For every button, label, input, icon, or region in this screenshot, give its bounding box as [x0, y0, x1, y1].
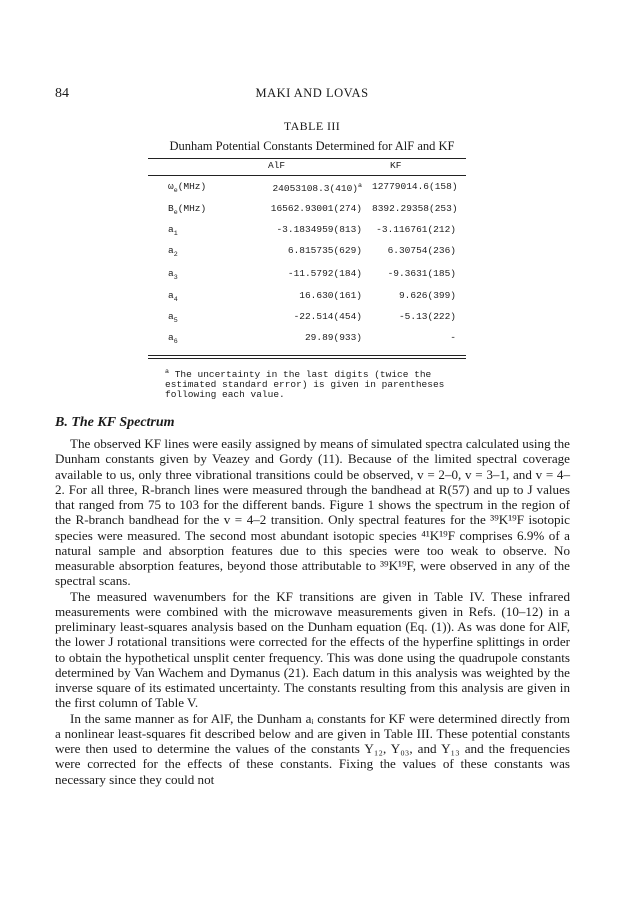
alf-value-cell: $24053108.3(410)^a$: [272, 181, 362, 195]
kf-value-cell: -: [450, 332, 456, 343]
kf-value-cell: 8392.29358(253): [372, 203, 458, 214]
param-cell: $\omega_e(MHz)$: [168, 181, 207, 194]
table-bottom-rule: [148, 355, 466, 356]
kf-value-cell: -9.3631(185): [387, 268, 456, 279]
footnote-text: The uncertainty in the last digits (twice the estimated standard error) is given in parentheses following each value.: [165, 369, 445, 401]
table-bottom-rule-2: [148, 358, 466, 359]
kf-value-cell: 12779014.6(158): [372, 181, 458, 192]
page-number: 84: [55, 86, 69, 101]
running-head: MAKI AND LOVAS: [255, 86, 369, 100]
table-footnote: [165, 366, 465, 400]
paragraph-2: The measured wavenumbers for the KF transitions are given in Table IV. These infrared measurements were combined with the microwave measurements given in Refs. (10–12) in a preliminary least-squares analysis based on the Dunham equation (Eq. (1)). As was done for AlF, the lower J rotational transitions were corrected for the effects of the hyperfine splittings in order to obtain the hypothetical unsplit center frequency. This was done using the quadrupole constants determined by Van Wachem and Dymanus (21). Each datum in this analysis was weighted by the inverse square of its estimated uncertainty. The constants resulting from this analysis are given in the first column of Table V.: [55, 588, 570, 711]
section-heading: B. The KF Spectrum: [55, 415, 175, 430]
param-cell: $a_1$: [168, 224, 178, 237]
alf-value-cell: -11.5792(184): [287, 268, 362, 279]
column-header-kf: KF: [390, 160, 402, 171]
param-cell: $a_2$: [168, 245, 178, 258]
page-header: [0, 86, 624, 106]
table-caption: Dunham Potential Constants Determined for AlF and KF: [169, 139, 455, 153]
kf-value-cell: 9.626(399): [398, 290, 456, 301]
footnote-mark: a: [165, 367, 169, 375]
alf-value-cell: -3.1834959(813): [276, 224, 362, 235]
param-cell: $a_6$: [168, 332, 178, 345]
param-cell: $a_4$: [168, 290, 178, 303]
kf-value-cell: 6.30754(236): [387, 245, 456, 256]
param-cell: $a_3$: [168, 268, 178, 281]
param-cell: $B_e(MHz)$: [168, 203, 207, 216]
kf-value-cell: -3.116761(212): [376, 224, 456, 235]
alf-value-cell: 16562.93001(274): [270, 203, 362, 214]
kf-value-cell: -5.13(222): [398, 311, 456, 322]
alf-value-cell: 29.89(933): [304, 332, 362, 343]
alf-value-cell: 16.630(161): [299, 290, 362, 301]
table-top-rule: [148, 158, 466, 159]
table-header-rule: [148, 175, 466, 176]
alf-value-cell: -22.514(454): [293, 311, 362, 322]
body-text: [55, 436, 570, 787]
column-header-alf: AlF: [268, 160, 286, 171]
table-label: TABLE III: [283, 119, 341, 133]
alf-value-cell: 6.815735(629): [287, 245, 362, 256]
param-cell: $a_5$: [168, 311, 178, 324]
paragraph-3: In the same manner as for AlF, the Dunham aᵢ constants for KF were determined directly from a nonlinear least-squares fit described below and are given in Table III. These potential constants were then used to determine the values of the constants Y₁₂, Y₀₃, and Y₁₃ and the frequencies were corrected for the effects of these constants. Fixing the values of these constants was necessary since they could not: [55, 710, 570, 787]
paragraph-1: The observed KF lines were easily assigned by means of simulated spectra calculated using the Dunham constants given by Veazey and Gordy (11). Because of the limited spectral coverage available to us, only three vibrational transitions could be observed, v = 2–0, v = 3–1, and v = 4–2. For all three, R-branch lines were measured through the bandhead at R(57) and up to J values that ranged from 75 to 103 for the different bands. Figure 1 shows the spectrum in the region of the R-branch bandhead for the v = 4–2 transition. Only spectral features for the ³⁹K¹⁹F isotopic species were measured. The second most abundant isotopic species ⁴¹K¹⁹F comprises 6.9% of a natural sample and absorption features due to this species were too weak to observe. No measurable absorption features, beyond those attributable to ³⁹K¹⁹F, were observed in any of the spectral scans.: [55, 436, 570, 589]
